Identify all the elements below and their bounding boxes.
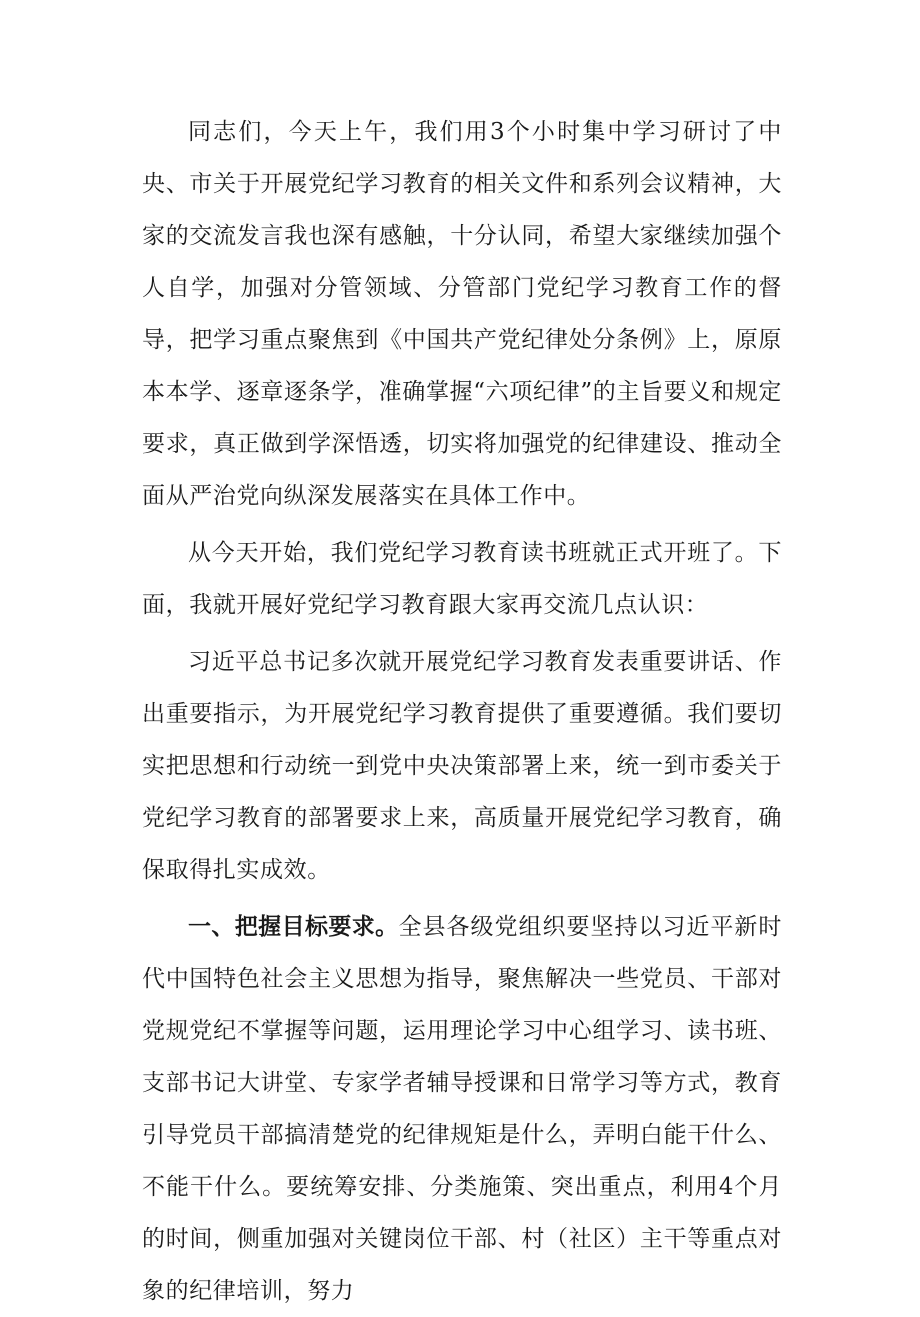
paragraph-text: 习近平总书记多次就开展党纪学习教育发表重要讲话、作出重要指示，为开展党纪学习教育提供了重要遵循。我们要切实把思想和行动统一到党中央决策部署上来，统一到市委关于党纪学习教育的部署要求上来，高质量开展党纪学习教育，确保取得扎实成效。	[142, 649, 782, 883]
paragraph-text: 从今天开始，我们党纪学习教育读书班就正式开班了。下面，我就开展好党纪学习教育跟大家再交流几点认识：	[142, 540, 782, 618]
paragraph-opening	[142, 106, 782, 522]
paragraph-class-start	[142, 527, 782, 631]
paragraph-guidance	[142, 636, 782, 896]
paragraph-text: 全县各级党组织要坚持以习近平新时代中国特色社会主义思想为指导，聚焦解决一些党员、干部对党规党纪不掌握等问题，运用理论学习中心组学习、读书班、支部书记大讲堂、专家学者辅导授课和日常学习等方式，教育引导党员干部搞清楚党的纪律规矩是什么，弄明白能干什么、不能干什么。要统筹安排、分类施策、突出重点，利用4个月的时间，侧重加强对关键岗位干部、村（社区）主干等重点对象的纪律培训，努力	[142, 914, 783, 1304]
section-heading: 一、把握目标要求。	[188, 914, 399, 940]
paragraph-section-one	[142, 901, 782, 1317]
paragraph-text: 同志们，今天上午，我们用3个小时集中学习研讨了中央、市关于开展党纪学习教育的相关文件和系列会议精神，大家的交流发言我也深有感触，十分认同，希望大家继续加强个人自学，加强对分管领域、分管部门党纪学习教育工作的督导，把学习重点聚焦到《中国共产党纪律处分条例》上，原原本本学、逐章逐条学，准确掌握“六项纪律”的主旨要义和规定要求，真正做到学深悟透，切实将加强党的纪律建设、推动全面从严治党向纵深发展落实在具体工作中。	[142, 119, 782, 509]
document-body	[142, 106, 782, 1317]
